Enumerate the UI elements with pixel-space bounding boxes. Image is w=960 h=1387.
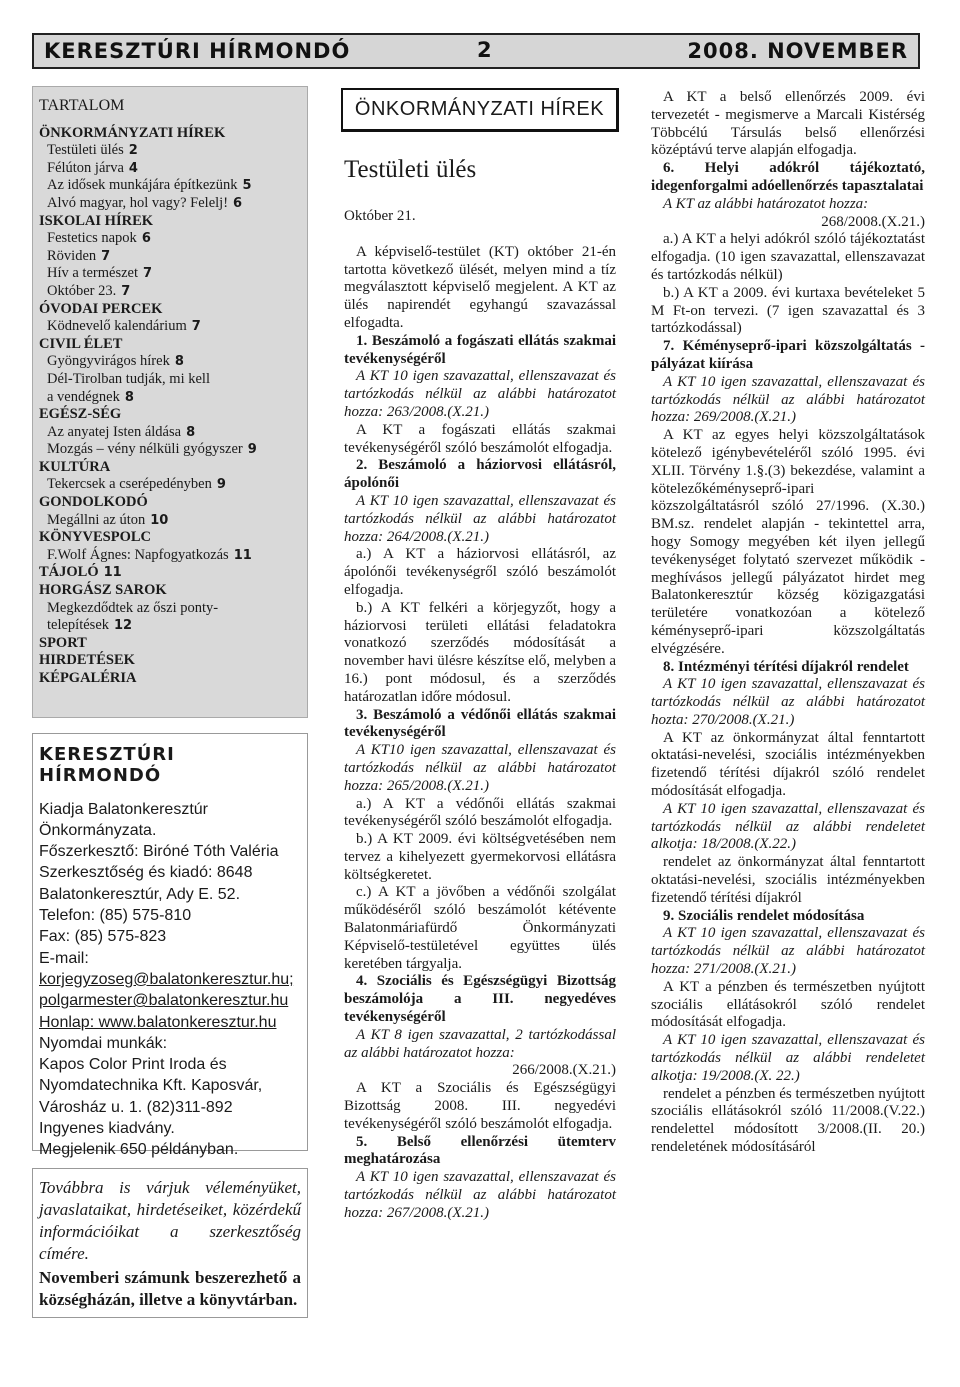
article-column-1 [344,208,616,1223]
imprint-line: Városház u. 1. (82)311-892 [39,1098,233,1116]
toc-entry-text: Félúton járva [47,159,124,176]
agenda-heading: 3. Beszámoló a védőnői ellátás szakmai tevékenységéről [344,706,616,741]
resolution-text: A KT a pénzben és természetben nyújtott szociális ellátásokról szóló rendelet módosítását elfogadja. [651,978,925,1031]
resolution-text: b.) A KT a 2009. évi kurtaxa bevételeket 5 M Ft-on tervezi. (7 igen szavazattal és 3 tartózkodással) [651,284,925,337]
toc-page-number: 12 [114,618,133,634]
toc-entry-text: Dél-Tirolban tudják, mi kell [47,370,210,387]
toc-page-number: 5 [242,178,252,194]
table-of-contents [32,86,308,718]
toc-entry-text: KULTÚRA [39,458,111,475]
toc-entry-text: F.Wolf Ágnes: Napfogyatkozás [47,546,229,563]
toc-entry [39,230,301,248]
toc-entry-text: HORGÁSZ SAROK [39,582,167,599]
imprint-line: korjegyzoseg@balatonkeresztur.hu; [39,970,294,988]
resolution-text: A KT 10 igen szavazattal, ellenszavazat és tartózkodás nélkül az alábbi határozatot hozta: 270/2008.(X.21.) [651,676,925,728]
resolution-text: A KT a Szociális és Egészségügyi Bizottság 2008. III. negyedévi tevékenységéről szóló beszámolót elfogadja. [344,1080,616,1132]
toc-category [39,406,301,424]
resolution-text: rendelet az önkormányzat által fenntartott oktatási-nevelési, szociális intézményekben fizetendő térítési díjakról [651,854,925,906]
toc-entry [39,441,301,459]
imprint-line: Fax: (85) 575-823 [39,928,167,946]
toc-category [39,301,301,319]
toc-entry [39,424,301,442]
resolution-text: A KT 10 igen szavazattal, ellenszavazat és tartózkodás nélkül az alábbi határozatot hozza: 271/2008.(X.21.) [651,925,925,978]
toc-entry-text: KÖNYVESPOLC [39,529,151,546]
toc-entry [39,353,301,371]
toc-category [39,582,301,600]
toc-entry [39,265,301,283]
toc-entry-text: Alvó magyar, hol vagy? Felelj! [47,194,229,211]
agenda-heading: 5. Belső ellenőrzési ütemterv meghatározása [344,1133,616,1168]
toc-entry-text: ÓVODAI PERCEK [39,300,163,317]
toc-entry-text: GONDOLKODÓ [39,494,148,511]
toc-entry-text: Az idősek munkájára építkezünk [47,177,238,194]
resolution-text: A KT 10 igen szavazattal, ellenszavazat és tartózkodás nélkül az alábbi határozatot hozza: 267/2008.(X.21.) [344,1169,616,1221]
resolution-text: A KT a belső ellenőrzés 2009. évi tervezetét - megismerve a Marcali Kistérség Többcélú Társulás belső ellenőrzési középtávú terve alapján elfogadja. [651,89,925,159]
toc-entry-text: Megállni az úton [47,511,146,528]
toc-title: TARTALOM [39,97,125,114]
toc-entry [39,512,301,530]
issue-date: 2008. NOVEMBER [687,39,908,63]
toc-list [39,125,301,688]
resolution-text: A KT 10 igen szavazattal, ellenszavazat és tartózkodás nélkül az alábbi rendeletet alkotja: 18/2008.(X.22.) [651,800,925,853]
toc-page-number: 7 [143,266,153,282]
toc-entry-text: HIRDETÉSEK [39,652,135,669]
toc-entry [39,476,301,494]
toc-category [39,125,301,143]
resolution-text: a.) A KT a helyi adókról szóló tájékoztatást elfogadja. (10 igen szavazattal, ellenszavazat és tartózkodás nélkül) [651,231,925,283]
toc-page-number: 2 [128,143,138,159]
page-number: 2 [477,38,493,62]
resolution-text: a.) A KT a háziorvosi ellátásról, az ápolónői tevékenységről szóló beszámolót elfogadja. [344,546,616,598]
resolution-text: b.) A KT 2009. évi költségvetésében nem tervez a kihelyezett gyermekorvosi ellátásra költségkeretet. [344,831,616,883]
imprint-line: E-mail: [39,949,89,967]
toc-category [39,459,301,477]
toc-page-number: 8 [174,354,184,370]
toc-entry-text: Festetics napok [47,230,137,247]
toc-page-number: 11 [233,547,252,563]
toc-category [39,494,301,512]
imprint-line: polgarmester@balatonkeresztur.hu [39,992,289,1010]
toc-entry [39,617,301,635]
imprint-line: Kapos Color Print Iroda és [39,1056,227,1074]
imprint-box [32,733,308,1159]
toc-entry-text: SPORT [39,634,87,651]
imprint-line: Önkormányzata. [39,821,157,839]
toc-entry-text: Október 23. [47,282,117,299]
resolution-text: A KT az önkormányzat által fenntartott oktatási-nevelési, szociális intézményekben fizetendő térítési díjakról szóló rendelet módosítását elfogadja. [651,729,925,800]
toc-entry-text: KÉPGALÉRIA [39,670,137,686]
imprint-line: Balatonkeresztúr, Ady E. 52. [39,885,241,903]
article-title: Testületi ülés [344,156,477,183]
toc-entry-text: Tekercsek a cserépedényben [47,476,212,493]
resolution-text: A KT a fogászati ellátás szakmai tevékenységéről szóló beszámolót elfogadja. [344,421,616,456]
toc-entry-text: telepítések [47,617,110,634]
toc-page-number: 10 [150,512,169,528]
toc-page-number: 7 [121,283,131,299]
resolution-text: A KT 10 igen szavazattal, ellenszavazat és tartózkodás nélkül az alábbi határozatot hozza: 263/2008.(X.21.) [344,368,616,420]
resolution-text: rendelet a pénzben és természetben nyújtott szociális ellátásokról szóló 11/2008.(V.22.) rendelettel módosított 3/2008.(II. 20.) rendeletének módosításáról [651,1085,925,1156]
imprint-line: Megjelenik 650 példányban. [39,1141,239,1159]
toc-entry [39,283,301,301]
toc-entry-text: Gyöngyvirágos hírek [47,353,170,370]
toc-page-number: 6 [141,231,151,247]
imprint-line: Honlap: www.balatonkeresztur.hu [39,1013,277,1031]
newspaper-name: KERESZTÚRI HÍRMONDÓ [44,39,351,63]
toc-entry [39,371,301,389]
toc-entry [39,389,301,407]
toc-page-number: 8 [124,389,134,405]
section-banner: ÖNKORMÁNYZATI HÍREK [341,88,619,132]
imprint-brand: KERESZTÚRI HÍRMONDÓ [39,744,175,787]
article-date: Október 21. [344,208,416,224]
toc-category [39,529,301,547]
toc-entry-text: Mozgás – vény nélküli gyógyszer [47,441,243,458]
toc-entry-text: Megkezdődtek az őszi ponty- [47,599,219,616]
toc-entry [39,547,301,565]
toc-entry-text: ÖNKORMÁNYZATI HÍREK [39,124,226,141]
toc-entry-text: Ködnevelő kalendárium [47,318,187,335]
toc-entry [39,160,301,178]
toc-category [39,564,301,582]
agenda-heading: 9. Szociális rendelet módosítása [663,907,865,924]
article-column-2 [651,89,925,1157]
resolution-text: A KT az egyes helyi közszolgáltatások kötelező igénybevételéről szóló 1995. évi XLII. Törvény 1.§.(3) bekezdése, valamint a kötelezőkéményseprő-ipari közszolgáltatásról szóló 27/1996. (X.30.) BM.sz. rendelet alapján - tekintettel arra, hogy Somogy megyében két ilyen jellegű tevékenységet folytató szervezet működik - meghívásos jellegű pályázatot hirdet meg Balatonkeresztúr község közigazgatási területére vonatkozóan a kötelező kéményseprő-ipari közszolgáltatás elvégzésére. [651,427,925,657]
toc-entry [39,142,301,160]
imprint-line: Ingyenes kiadvány. [39,1120,175,1138]
toc-entry [39,177,301,195]
resolution-text: c.) A KT a jövőben a védőnői szolgálat működéséről szóló beszámolót kétévente Balatonmáriafürdő Önkormányzati Képviselő-testületével együttes ülés keretében tárgyalja. [344,884,616,972]
toc-entry [39,195,301,213]
toc-entry-text: CIVIL ÉLET [39,335,123,352]
toc-entry [39,318,301,336]
agenda-heading: 2. Beszámoló a háziorvosi ellátásról, ápolónői [344,457,616,492]
imprint-line: Nyomdai munkák: [39,1034,168,1052]
imprint-line: Szerkesztőség és kiadó: 8648 [39,864,253,882]
toc-page-number: 9 [247,442,257,458]
imprint-line: Telefon: (85) 575-810 [39,907,192,925]
resolution-text: A KT az alábbi határozatot hozza: [663,195,869,212]
toc-page-number: 9 [216,477,226,493]
toc-category [39,670,301,688]
note-invitation: Továbbra is várjuk véleményüket, javaslataikat, hirdetéseiket, közérdekű információikat a szerkesztőség címére. [39,1178,301,1263]
agenda-heading: 7. Kéményseprő-ipari közszolgáltatás - pályázat kiírása [651,338,925,372]
imprint-line: Kiadja Balatonkeresztúr [39,800,208,818]
toc-category [39,336,301,354]
resolution-text: b.) A KT felkéri a körjegyzőt, hogy a háziorvosi területi ellátási feladatokra vonatkozó szerződés módosítását a november havi ülésre készítse elő, melyben a 16.) pont módosul, és a szerződés határozatlan időre módosul. [344,599,616,705]
toc-page-number: 4 [128,160,138,176]
toc-page-number: 7 [191,319,201,335]
toc-category [39,213,301,231]
agenda-heading: 6. Helyi adókról tájékoztató, idegenforgalmi adóellenőrzés tapasztalatai [651,160,925,194]
agenda-heading: 8. Intézményi térítési díjakról rendelet [663,658,909,675]
note-availability: Novemberi számunk beszerezhető a községházán, illetve a könyvtárban. [39,1268,301,1309]
agenda-heading: 4. Szociális és Egészségügyi Bizottság beszámolója a III. negyedéves tevékenységéről [344,973,616,1026]
toc-page-number: 6 [233,195,243,211]
imprint-line: Nyomdatechnika Kft. Kaposvár, [39,1077,263,1095]
toc-entry-text: TÁJOLÓ [39,564,99,581]
column-1-body [344,244,616,1223]
toc-entry-text: Az anyatej Isten áldása [47,423,182,440]
toc-entry-text: EGÉSZ-SÉG [39,406,122,423]
resolution-text: A KT 10 igen szavazattal, ellenszavazat és tartózkodás nélkül az alábbi határozatot hozza: 269/2008.(X.21.) [651,373,925,426]
agenda-heading: 1. Beszámoló a fogászati ellátás szakmai tevékenységéről [344,332,616,367]
toc-entry-text: a vendégnek [47,388,120,405]
toc-entry [39,600,301,618]
toc-entry-text: ISKOLAI HÍREK [39,212,154,229]
toc-category [39,652,301,670]
article-paragraph: 268/2008.(X.21.) [821,213,925,230]
imprint-lines [39,799,302,1161]
resolution-text: A képviselő-testület (KT) október 21-én tartotta következő ülését, melyen mind a tíz megválasztott képviselő megjelent. A KT az ülés napirendét egyhangú szavazással elfogadta. [344,243,616,331]
resolution-text: A KT10 igen szavazattal, ellenszavazat és tartózkodás nélkül az alábbi határozatot hozza: 265/2008.(X.21.) [344,742,616,794]
toc-entry [39,248,301,266]
toc-entry-text: Röviden [47,247,97,264]
toc-entry-text: Hív a természet [47,265,138,282]
toc-page-number: 7 [101,248,111,264]
toc-category [39,635,301,653]
imprint-line: Főszerkesztő: Biróné Tóth Valéria [39,843,279,861]
resolution-text: A KT 8 igen szavazattal, 2 tartózkodással az alábbi határozatot hozza: [344,1026,616,1061]
resolution-text: A KT 10 igen szavazattal, ellenszavazat és tartózkodás nélkül az alábbi rendeletet alkotja: 19/2008.(X. 22.) [651,1032,925,1084]
column-2-body [651,89,925,1157]
article-paragraph: 266/2008.(X.21.) [512,1062,616,1079]
toc-entry-text: Testületi ülés [47,142,124,159]
reader-note [32,1168,308,1318]
toc-page-number: 8 [186,424,196,440]
resolution-text: a.) A KT a védőnői ellátás szakmai tevékenységéről szóló beszámolót elfogadja. [344,795,616,830]
page-header [32,33,920,69]
resolution-text: A KT 10 igen szavazattal, ellenszavazat és tartózkodás nélkül az alábbi határozatot hozza: 264/2008.(X.21.) [344,492,616,545]
toc-page-number: 11 [103,565,122,581]
